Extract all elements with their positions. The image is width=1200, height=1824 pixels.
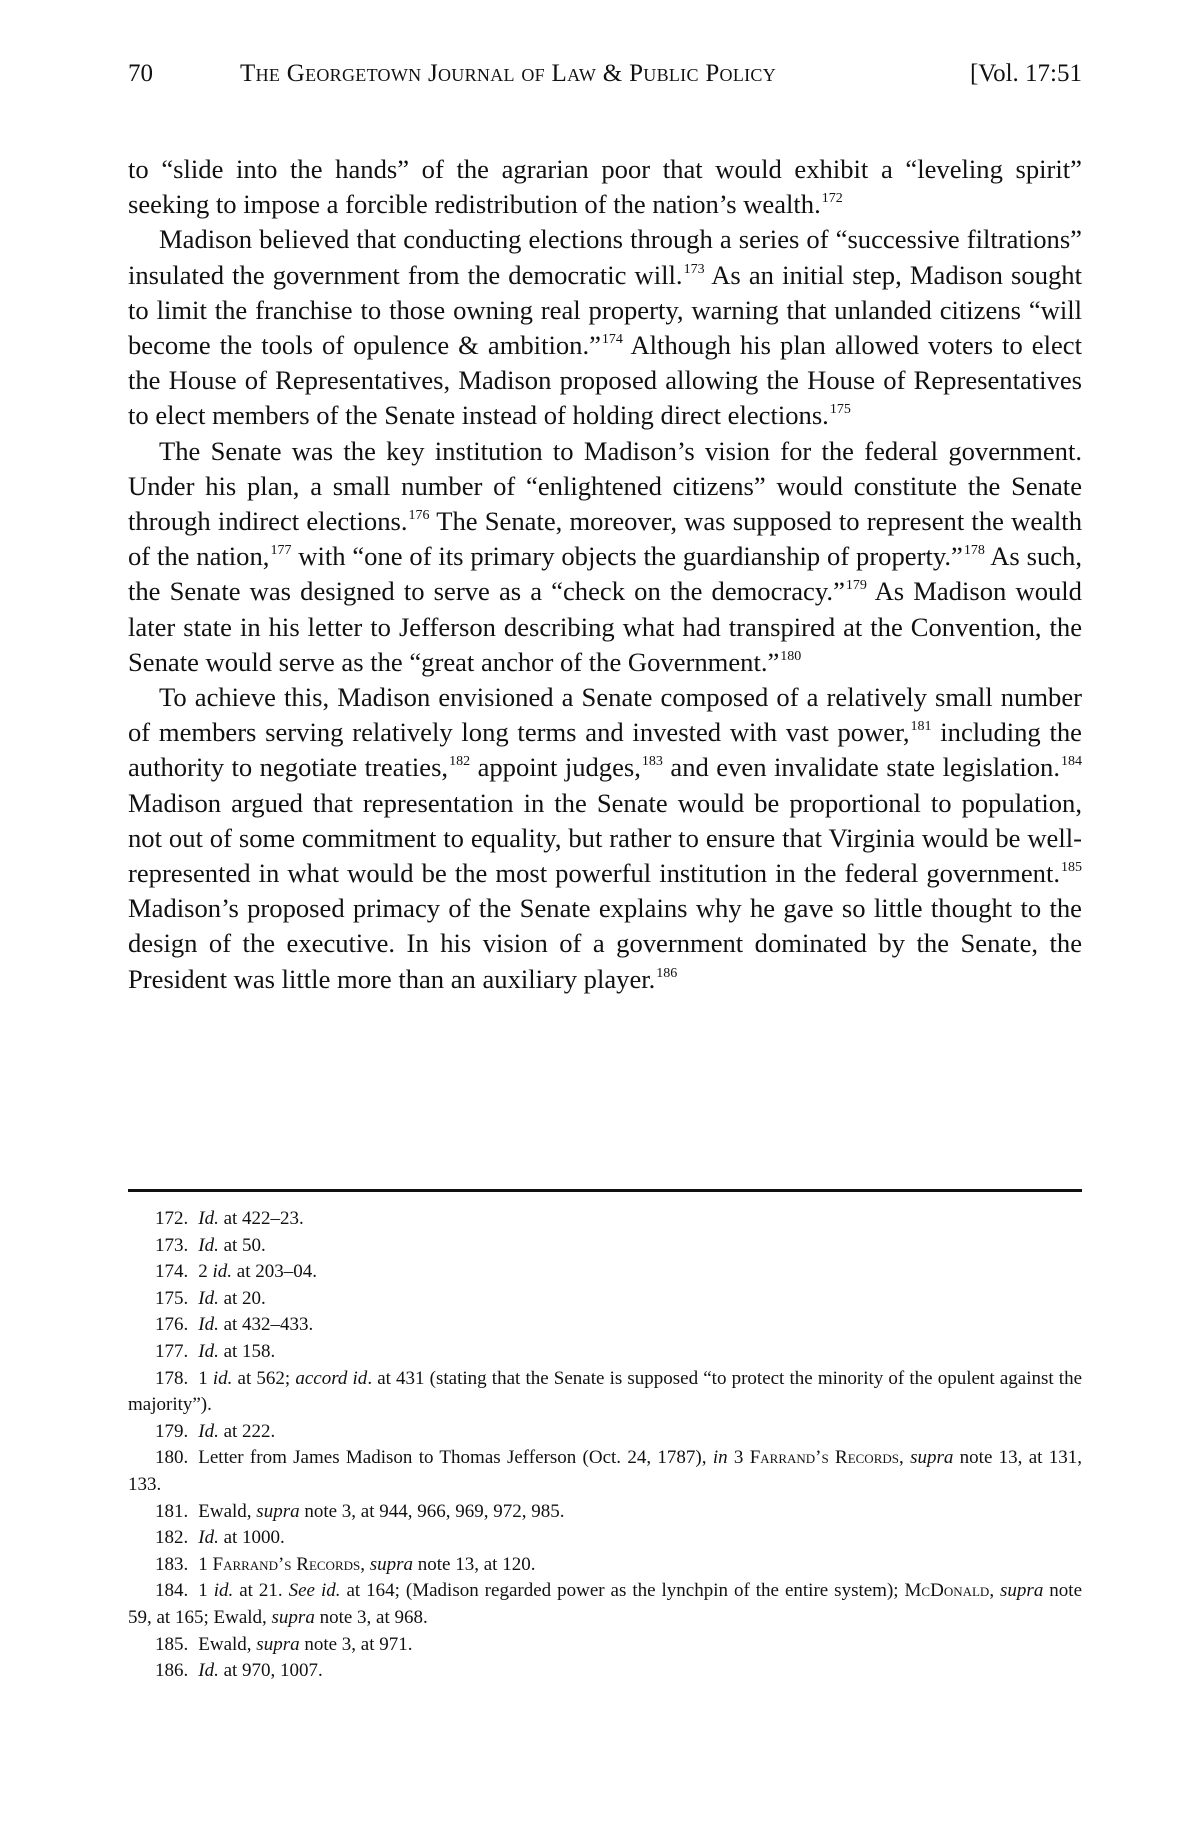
volume-citation: [Vol. 17:51 [969, 60, 1082, 87]
footnote-176: 176. Id. at 432–433. [155, 1314, 314, 1336]
footnote-ref-186[interactable]: 186 [656, 965, 678, 981]
paragraph-2: Madison believed that conducting elections through a series of “successive filtrations” insulated the government from the democratic will.$^{173}$ As an initial step, Madison sought to limit the franchise to those owning real property, warning that unlanded citizens “will become the tools of opulence & ambition.”$^{174}$ Although his plan allowed voters to elect the House of Representatives, Madison proposed allowing the House of Representatives to elect members of the Senate instead of holding direct elections.$^{175}$ [128, 224, 1082, 431]
footnote-180: 180. Letter from James Madison to Thomas Jefferson (Oct. 24, 1787), in 3 Farrand’s Records, supra note 13, at 131, 133. [128, 1447, 1083, 1495]
running-header [128, 52, 1082, 96]
footnotes [128, 1206, 1082, 1685]
footnote-173: 173. Id. at 50. [155, 1234, 266, 1256]
footnote-178: 178. 1 id. at 562; accord id. at 431 (stating that the Senate is supposed “to protect the minority of the opulent against the majority”). [128, 1367, 1083, 1416]
paragraph-1: to “slide into the hands” of the agrarian poor that would exhibit a “leveling spirit” seeking to impose a forcible redistribution of the nation’s wealth.$^{172}$ [128, 154, 1082, 220]
footnote-182: 182. Id. at 1000. [155, 1527, 285, 1549]
footnote-ref-177[interactable]: 177 [270, 543, 292, 559]
footnote-ref-175[interactable]: 175 [829, 402, 851, 418]
footnote-ref-173[interactable]: 173 [683, 261, 705, 277]
footnote-ref-183[interactable]: 183 [641, 754, 663, 770]
footnote-ref-182[interactable]: 182 [449, 754, 471, 770]
footnote-177: 177. Id. at 158. [155, 1340, 276, 1362]
footnote-172: 172. Id. at 422–23. [155, 1208, 304, 1229]
page-number: 70 [128, 60, 153, 87]
footnote-ref-179[interactable]: 179 [845, 578, 867, 594]
footnote-186: 186. Id. at 970, 1007. [155, 1660, 323, 1682]
footnote-ref-181[interactable]: 181 [910, 719, 932, 735]
footnote-179: 179. Id. at 222. [155, 1420, 276, 1442]
footnote-ref-172[interactable]: 172 [821, 191, 843, 207]
footnote-ref-184[interactable]: 184 [1061, 754, 1083, 770]
footnote-175: 175. Id. at 20. [155, 1287, 266, 1309]
paragraph-4: To achieve this, Madison envisioned a Senate composed of a relatively small number of members serving relatively long terms and invested with vast power,$^{181}$ including the authority to negotiate treaties,$^{182}$ appoint judges,$^{183}$ and even invalidate state legislation.$^{184}$ Madison argued that representation in the Senate would be proportional to population, not out of some commitment to equality, but rather to ensure that Virginia would be well-represented in what would be the most powerful institution in the federal government.$^{185}$ Madison’s proposed primacy of the Senate explains why he gave so little thought to the design of the executive. In his vision of a government dominated by the Senate, the President was little more than an auxiliary player.$^{186}$ [128, 682, 1083, 994]
footnote-divider [128, 1189, 1082, 1192]
footnote-181: 181. Ewald, supra note 3, at 944, 966, 969, 972, 985. [155, 1500, 565, 1522]
page-content [128, 52, 1082, 997]
footnote-ref-176[interactable]: 176 [408, 508, 430, 524]
footnote-184: 184. 1 id. at 21. See id. at 164; (Madison regarded power as the lynchpin of the entire system); McDonald, supra note 59, at 165; Ewald, supra note 3, at 968. [128, 1580, 1083, 1628]
body-text [128, 152, 1082, 997]
footnote-ref-174[interactable]: 174 [601, 332, 623, 348]
journal-title: The Georgetown Journal of Law & Public Policy [240, 60, 777, 87]
footnote-ref-180[interactable]: 180 [780, 648, 802, 664]
footnote-ref-185[interactable]: 185 [1061, 860, 1082, 876]
footnote-ref-178[interactable]: 178 [963, 543, 985, 559]
footnote-183: 183. 1 Farrand’s Records, supra note 13, at 120. [155, 1553, 536, 1575]
footnote-174: 174. 2 id. at 203–04. [155, 1261, 317, 1283]
paragraph-3: The Senate was the key institution to Madison’s vision for the federal government. Under his plan, a small number of “enlightened citizens” would constitute the Senate through indirect elections.$^{176}$ The Senate, moreover, was supposed to represent the wealth of the nation,$^{177}$ with “one of its primary objects the guardianship of property.”$^{178}$ As such, the Senate was designed to serve as a “check on the democracy.”$^{179}$ As Madison would later state in his letter to Jefferson describing what had transpired at the Convention, the Senate would serve as the “great anchor of the Government.”$^{180}$ [128, 435, 1083, 677]
footnote-185: 185. Ewald, supra note 3, at 971. [155, 1633, 413, 1655]
